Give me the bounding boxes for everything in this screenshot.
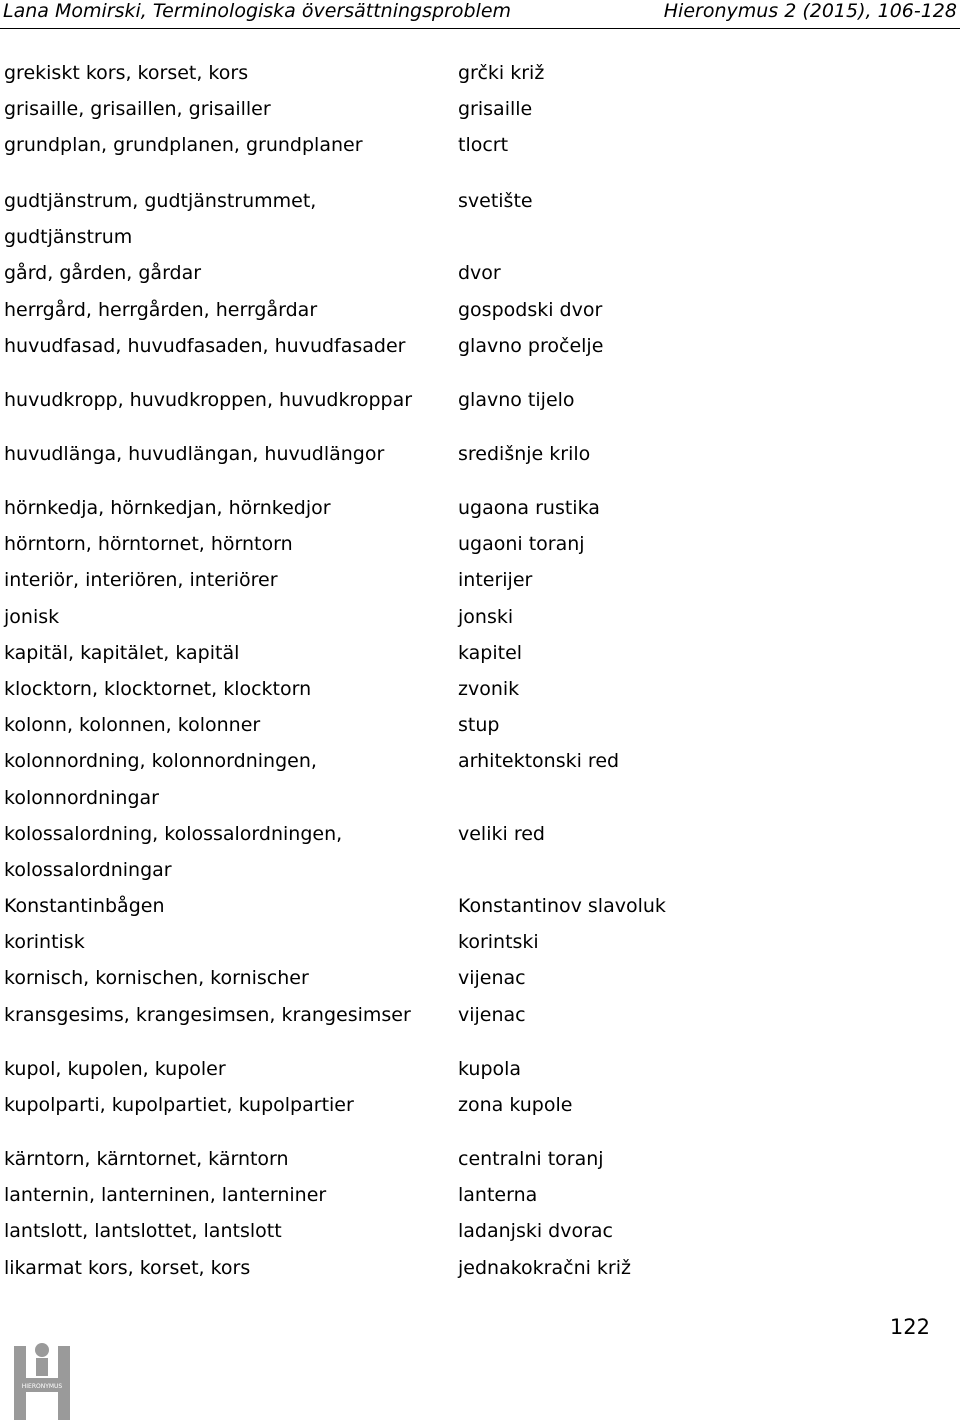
swedish-term: kolossalordning, kolossalordningen, — [4, 822, 343, 845]
croatian-term: grisaille — [458, 98, 533, 121]
croatian-term: interijer — [458, 569, 533, 592]
term-row — [0, 443, 960, 479]
swedish-term: grekiskt kors, korset, kors — [4, 62, 249, 84]
croatian-term: arhitektonski red — [458, 750, 620, 773]
term-row — [0, 98, 960, 134]
term-row — [0, 823, 960, 859]
term-group — [0, 443, 960, 479]
croatian-term: glavno tijelo — [458, 389, 575, 411]
term-group — [0, 1058, 960, 1130]
croatian-term: vijenac — [458, 967, 526, 990]
term-group — [0, 1148, 960, 1293]
swedish-term: Konstantinbågen — [4, 895, 165, 918]
term-row — [0, 497, 960, 533]
swedish-term: kärntorn, kärntornet, kärntorn — [4, 1148, 289, 1170]
swedish-term: kolonnordningar — [4, 786, 159, 809]
swedish-term: kransgesims, krangesimsen, krangesimser — [4, 1003, 411, 1026]
term-row — [0, 1058, 960, 1094]
term-group — [0, 190, 960, 371]
swedish-term: interiör, interiören, interiörer — [4, 569, 278, 592]
croatian-term: svetište — [458, 190, 533, 212]
term-row — [0, 642, 960, 678]
swedish-term: klocktorn, klocktornet, klocktorn — [4, 677, 312, 700]
term-row — [0, 1094, 960, 1130]
croatian-term: vijenac — [458, 1003, 526, 1026]
hieronymus-logo — [8, 1338, 78, 1422]
term-row — [0, 606, 960, 642]
term-row — [0, 62, 960, 98]
croatian-term: lanterna — [458, 1184, 538, 1207]
swedish-term: kupol, kupolen, kupoler — [4, 1058, 226, 1080]
term-row — [0, 750, 960, 786]
croatian-term: zona kupole — [458, 1094, 573, 1117]
term-row — [0, 389, 960, 425]
croatian-term: gospodski dvor — [458, 298, 603, 321]
term-row — [0, 335, 960, 371]
croatian-term: zvonik — [458, 677, 520, 700]
croatian-term: stup — [458, 714, 500, 737]
term-row — [0, 262, 960, 298]
croatian-term: tlocrt — [458, 134, 509, 157]
croatian-term: Konstantinov slavoluk — [458, 895, 666, 918]
svg-text:HIERONYMUS: HIERONYMUS — [21, 1383, 63, 1390]
header-journal-citation: Hieronymus 2 (2015), 106-128 — [663, 0, 957, 22]
swedish-term: jonisk — [4, 605, 60, 628]
croatian-term: ugaoni toranj — [458, 533, 585, 556]
croatian-term: kupola — [458, 1058, 522, 1080]
term-row — [0, 678, 960, 714]
term-row — [0, 299, 960, 335]
term-row — [0, 787, 960, 823]
swedish-term: hörntorn, hörntornet, hörntorn — [4, 533, 293, 556]
term-group — [0, 389, 960, 425]
swedish-term: herrgård, herrgården, herrgårdar — [4, 298, 318, 321]
swedish-term: kupolparti, kupolpartiet, kupolpartier — [4, 1094, 354, 1117]
croatian-term: ladanjski dvorac — [458, 1220, 613, 1243]
term-row — [0, 1220, 960, 1256]
swedish-term: kolonn, kolonnen, kolonner — [4, 714, 261, 737]
term-group — [0, 497, 960, 1040]
term-row — [0, 1004, 960, 1040]
term-row — [0, 226, 960, 262]
croatian-term: jonski — [458, 605, 514, 628]
croatian-term: kapitel — [458, 641, 523, 664]
header-author-title: Lana Momirski, Terminologiska översättningsproblem — [3, 0, 512, 22]
term-row — [0, 1184, 960, 1220]
croatian-term: glavno pročelje — [458, 334, 604, 357]
term-row — [0, 895, 960, 931]
running-header — [0, 0, 960, 29]
swedish-term: gudtjänstrum, gudtjänstrummet, — [4, 190, 317, 212]
croatian-term: veliki red — [458, 822, 545, 845]
term-row — [0, 1148, 960, 1184]
term-row — [0, 931, 960, 967]
swedish-term: kolossalordningar — [4, 858, 172, 881]
term-row — [0, 190, 960, 226]
term-row — [0, 569, 960, 605]
swedish-term: grisaille, grisaillen, grisailler — [4, 98, 271, 121]
swedish-term: lanternin, lanterninen, lanterniner — [4, 1184, 327, 1207]
croatian-term: jednakokračni križ — [458, 1256, 631, 1279]
page-number: 122 — [889, 1315, 930, 1339]
croatian-term: ugaona rustika — [458, 497, 600, 519]
term-row — [0, 1257, 960, 1293]
swedish-term: korintisk — [4, 931, 85, 954]
croatian-term: centralni toranj — [458, 1148, 604, 1170]
term-row — [0, 134, 960, 170]
term-row — [0, 967, 960, 1003]
swedish-term: lantslott, lantslottet, lantslott — [4, 1220, 282, 1243]
term-row — [0, 859, 960, 895]
swedish-term: kapitäl, kapitälet, kapitäl — [4, 641, 240, 664]
term-row — [0, 714, 960, 750]
croatian-term: središnje krilo — [458, 443, 591, 465]
swedish-term: huvudfasad, huvudfasaden, huvudfasader — [4, 334, 406, 357]
croatian-term: korintski — [458, 931, 539, 954]
term-group — [0, 62, 960, 171]
croatian-term: grčki križ — [458, 62, 545, 84]
swedish-term: grundplan, grundplanen, grundplaner — [4, 134, 363, 157]
croatian-term: dvor — [458, 262, 501, 285]
term-row — [0, 533, 960, 569]
swedish-term: kornisch, kornischen, kornischer — [4, 967, 309, 990]
swedish-term: huvudkropp, huvudkroppen, huvudkroppar — [4, 389, 413, 411]
swedish-term: kolonnordning, kolonnordningen, — [4, 750, 317, 773]
swedish-term: likarmat kors, korset, kors — [4, 1256, 251, 1279]
swedish-term: hörnkedja, hörnkedjan, hörnkedjor — [4, 497, 331, 519]
swedish-term: gudtjänstrum — [4, 226, 133, 249]
swedish-term: gård, gården, gårdar — [4, 262, 202, 285]
swedish-term: huvudlänga, huvudlängan, huvudlängor — [4, 443, 385, 465]
